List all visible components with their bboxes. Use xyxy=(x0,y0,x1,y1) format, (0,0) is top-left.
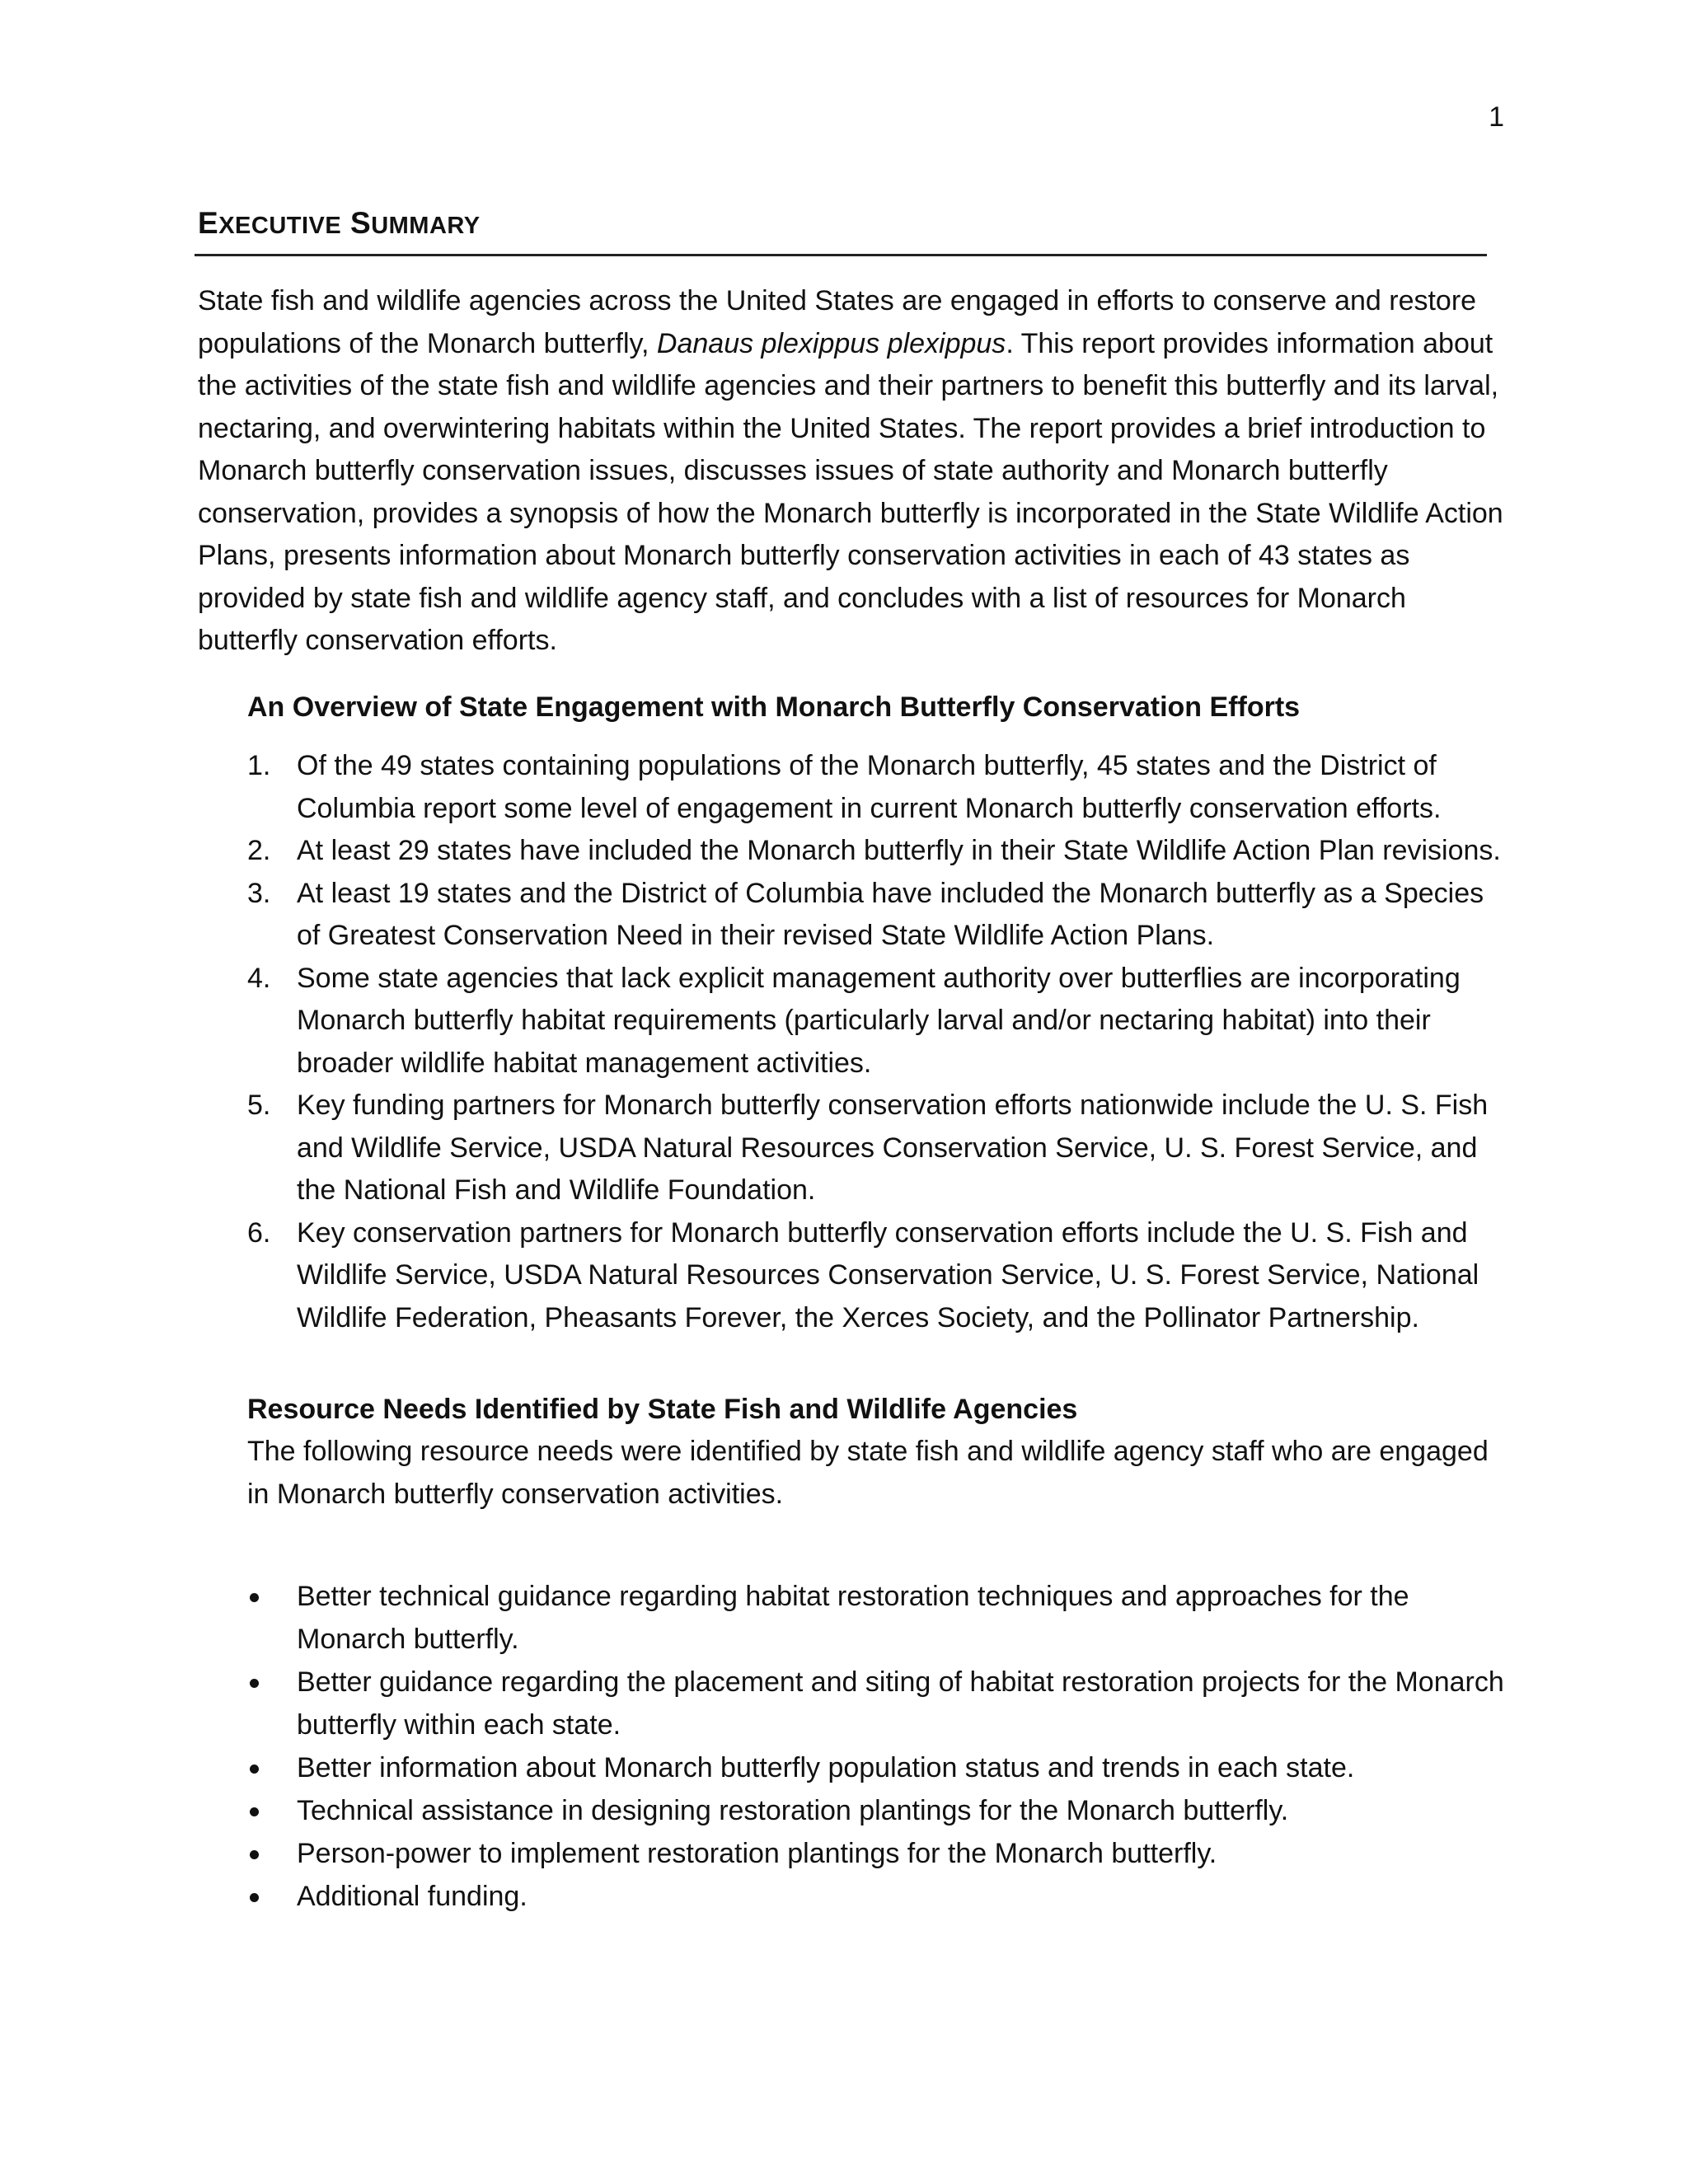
heading-rule xyxy=(195,254,1487,256)
list-item-number: 1. xyxy=(247,750,271,781)
list-item-number: 4. xyxy=(247,962,271,994)
list-item xyxy=(247,1661,1504,1746)
list-item xyxy=(247,1875,1504,1918)
list-item xyxy=(247,1789,1504,1832)
resources-list xyxy=(247,1575,1504,1918)
list-item-number: 6. xyxy=(247,1216,271,1249)
list-item-text: Better technical guidance regarding habitat restoration techniques and approaches for the Monarch butterfly. xyxy=(297,1581,1409,1655)
list-item-text: Some state agencies that lack explicit management authority over butterflies are incorporating Monarch butterfly habitat requirements (particularly larval and/or nectaring habitat) into their broader wildlife habitat management activities. xyxy=(297,962,1461,1079)
resources-title: Resource Needs Identified by State Fish and Wildlife Agencies xyxy=(247,1394,1078,1425)
list-item-text: Of the 49 states containing populations of the Monarch butterfly, 45 states and the District of Columbia report some level of engagement in current Monarch butterfly conservation efforts. xyxy=(297,750,1442,824)
list-item xyxy=(247,873,1504,958)
list-item-number: 3. xyxy=(247,877,271,909)
summary-text-part-2: . This report provides information about the activities of the state fish and wildlife agencies and their partners to benefit this butterfly and its larval, nectaring, and overwintering habitats within the United States. The report provides a brief introduction to Monarch butterfly conservation issues, discusses issues of state authority and Monarch butterfly conservation, provides a synopsis of how the Monarch butterfly is incorporated in the State Wildlife Action Plans, presents information about Monarch butterfly conservation activities in each of 43 states as provided by state fish and wildlife agency staff, and concludes with a list of resources for Monarch butterfly conservation efforts. xyxy=(198,327,1503,656)
list-item xyxy=(247,1746,1504,1789)
page-number: 1 xyxy=(1489,101,1504,133)
heading-rest-2: UMMARY xyxy=(371,213,481,239)
summary-paragraph xyxy=(198,280,1504,663)
bullet-icon xyxy=(250,1679,259,1688)
list-item-text: Key funding partners for Monarch butterfly conservation efforts nationwide include the U. S. Fish and Wildlife Service, USDA Natural Resources Conservation Service, U. S. Forest Service, and the National Fish and Wildlife Foundation. xyxy=(297,1090,1489,1206)
list-item-number: 2. xyxy=(247,835,271,866)
list-item xyxy=(247,830,1504,873)
bullet-icon xyxy=(250,1807,259,1816)
list-item-text: Person-power to implement restoration plantings for the Monarch butterfly. xyxy=(297,1838,1217,1869)
list-item-number: 5. xyxy=(247,1090,271,1121)
list-item-text: Additional funding. xyxy=(297,1881,528,1912)
list-item-text: Technical assistance in designing restoration plantings for the Monarch butterfly. xyxy=(297,1795,1289,1826)
resources-intro: The following resource needs were identified by state fish and wildlife agency staff who are engaged in Monarch butterfly conservation activities. xyxy=(247,1436,1489,1510)
summary-text-part-1: State fish and wildlife agencies across the United States are engaged in efforts to conserve and restore populations of the Monarch butterfly, xyxy=(198,285,1477,359)
heading-initial-1: E xyxy=(198,206,219,240)
heading-initial-2: S xyxy=(350,206,372,240)
heading-rest-1: XECUTIVE xyxy=(218,213,342,239)
list-item xyxy=(247,1212,1504,1340)
bullet-icon xyxy=(250,1893,259,1902)
list-item xyxy=(247,958,1504,1085)
section-heading xyxy=(198,203,1500,246)
list-item xyxy=(247,1832,1504,1875)
list-item-text: At least 29 states have included the Monarch butterfly in their State Wildlife Action Plan revisions. xyxy=(297,835,1501,866)
list-item-text: Key conservation partners for Monarch butterfly conservation efforts include the U. S. Fish and Wildlife Service, USDA Natural Resources Conservation Service, U. S. Forest Service, National Wildlife Federation, Pheasants Forever, the Xerces Society, and the Pollinator Partnership. xyxy=(297,1216,1479,1333)
overview-title: An Overview of State Engagement with Monarch Butterfly Conservation Efforts xyxy=(247,691,1301,723)
bullet-icon xyxy=(250,1765,259,1774)
bullet-icon xyxy=(250,1850,259,1859)
list-item xyxy=(247,745,1504,830)
species-name: Danaus plexippus plexippus xyxy=(656,327,1006,359)
list-item-text: At least 19 states and the District of Columbia have included the Monarch butterfly as a Species of Greatest Conservation Need in their revised State Wildlife Action Plans. xyxy=(297,877,1484,951)
overview-list xyxy=(247,745,1504,1339)
list-item-text: Better information about Monarch butterfly population status and trends in each state. xyxy=(297,1752,1355,1783)
list-item xyxy=(247,1575,1504,1661)
bullet-icon xyxy=(250,1593,259,1602)
list-item xyxy=(247,1085,1504,1212)
list-item-text: Better guidance regarding the placement and siting of habitat restoration projects for the Monarch butterfly within each state. xyxy=(297,1666,1504,1741)
